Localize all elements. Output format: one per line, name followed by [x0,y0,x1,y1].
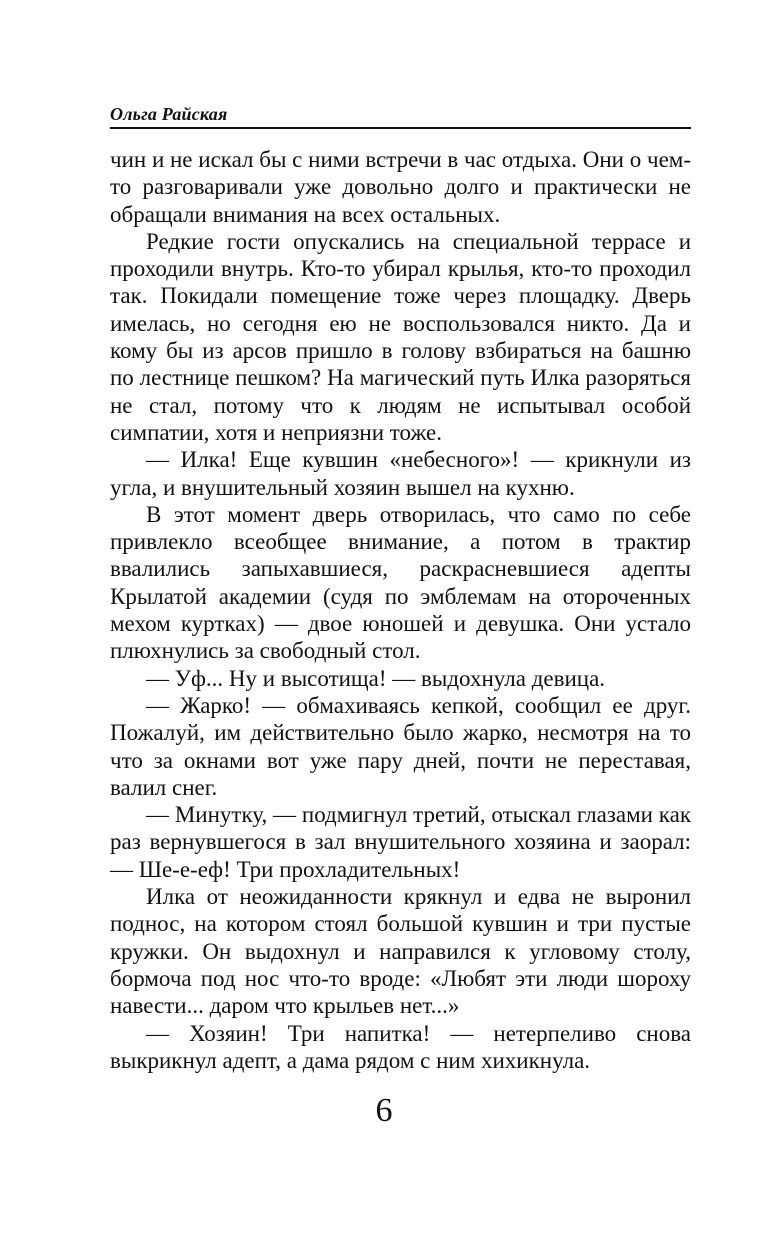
body-text [110,146,691,1074]
paragraph: чин и не искал бы с ними встречи в час отдыха. Они о чем-то разговаривали уже довольно долго и практически не обращали внимания на всех остальных. [110,147,691,227]
paragraph: В этот момент дверь отворилась, что само по себе привлекло всеобщее внимание, а потом в трактир ввалились запыхавшиеся, раскрасневшиеся адепты Крылатой академии (судя по эмблемам на отороченных мехом куртках) — двое юношей и девушка. Они устало плюхнулись за свободный стол. [110,501,691,664]
paragraph: — Минутку, — подмигнул третий, отыскал глазами как раз вернувшегося в зал внушительного хозяина и заорал: — Ше-е-еф! Три прохладительных! [110,802,691,882]
header-rule [110,127,691,129]
paragraph: — Илка! Еще кувшин «небесного»! — крикнули из угла, и внушительный хозяин вышел на кухню. [110,447,691,500]
paragraph: Илка от неожиданности крякнул и едва не выронил поднос, на котором стоял большой кувшин и три пустые кружки. Он выдохнул и направился к угловому столу, бормоча под нос что-то вроде: «Любят эти люди шороху навести... даром что крыльев нет...» [110,884,691,1019]
page-number: 6 [375,1092,393,1129]
running-header [110,98,691,132]
paragraph: Редкие гости опускались на специальной террасе и проходили внутрь. Кто-то убирал крылья, кто-то проходил так. Покидали помещение тоже через площадку. Дверь имелась, но сегодня ею не воспользовался никто. Да и кому бы из арсов пришло в голову взбираться на башню по лестнице пешком? На магический путь Илка разоряться не стал, потому что к людям не испытывал особой симпатии, хотя и неприязни тоже. [110,228,691,445]
paragraph: — Уф... Ну и высотища! — выдохнула девица. [146,665,606,691]
paragraph: — Жарко! — обмахиваясь кепкой, сообщил ее друг. Пожалуй, им действительно было жарко, несмотря на то что за окнами вот уже пару дней, почти не переставая, валил снег. [110,692,691,800]
paragraph: — Хозяин! Три напитка! — нетерпеливо снова выкрикнул адепт, а дама рядом с ним хихикнула. [110,1020,691,1073]
header-author: Ольга Райская [110,104,228,124]
